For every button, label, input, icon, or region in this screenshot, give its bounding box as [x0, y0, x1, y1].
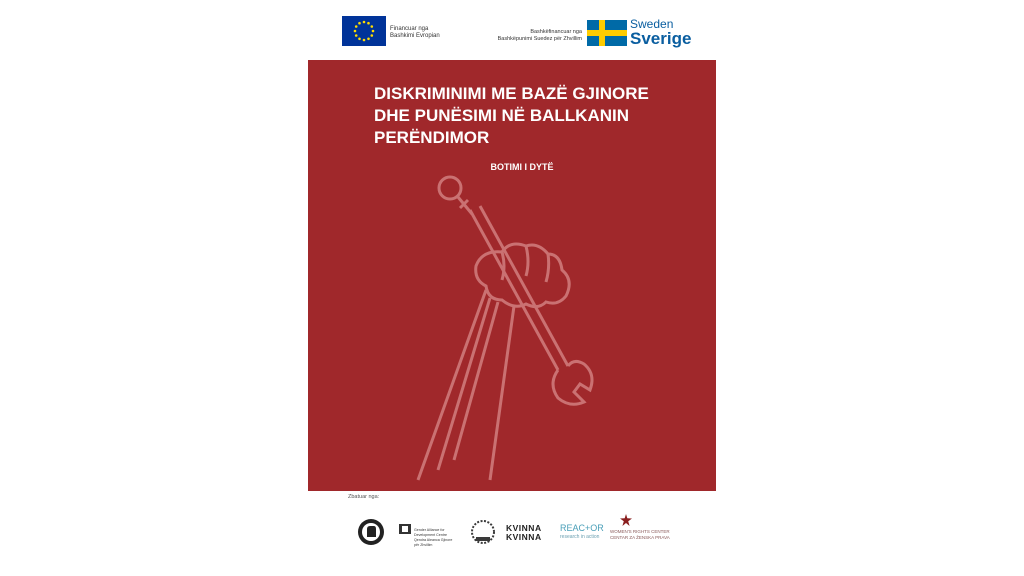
sweden-funding-caption — [496, 29, 582, 43]
kvinna-line2: KVINNA — [506, 532, 542, 542]
fist-circle-partner-logo — [356, 517, 386, 547]
wreath-partner-logo — [470, 519, 496, 545]
sverige-wordmark: Sverige — [630, 29, 692, 48]
se-caption-line1: Bashkëfinancuar nga — [530, 29, 582, 35]
gadc-line1: Gender Alliance for Development Centre — [414, 528, 447, 537]
wrc-line1: WOMEN'S RIGHTS CENTER — [610, 529, 670, 534]
eu-funding-caption — [390, 26, 470, 40]
kvinna-till-kvinna-logo — [506, 524, 542, 542]
womens-rights-center-logo — [610, 529, 670, 541]
cover-title: DISKRIMINIMI ME BAZË GJINORE DHE PUNËSIMI NË BALLKANIN PERËNDIMOR — [374, 84, 649, 147]
gadc-partner-logo — [398, 523, 412, 535]
fist-wrench-illustration — [398, 170, 628, 490]
eu-stars-icon — [342, 16, 386, 46]
reactor-tagline: research in action — [560, 534, 600, 540]
sweden-flag-logo — [587, 20, 627, 46]
implemented-by-label: Zbatuar nga: — [348, 494, 380, 500]
wrc-star-icon — [620, 514, 632, 526]
eu-flag-logo — [342, 16, 386, 46]
se-caption-line2: Bashkëpunimi Suedez për Zhvillim — [497, 36, 582, 42]
reactor-name: REAC+OR — [560, 523, 604, 533]
report-cover — [308, 60, 716, 491]
gadc-partner-text — [414, 528, 456, 548]
sweden-wordmark-small: Sweden — [630, 17, 674, 31]
eu-caption-line2: Bashkimi Evropian — [390, 33, 440, 39]
gadc-line2: Qendra Aleanca Gjinore për Zhvillim — [414, 538, 453, 547]
wrc-line2: CENTAR ZA ŽENSKA PRAVA — [610, 535, 670, 540]
eu-caption-line1: Financuar nga — [390, 26, 429, 32]
cover-subtitle: BOTIMI I DYTË — [490, 162, 554, 172]
reactor-logo — [560, 524, 604, 542]
kvinna-line1: KVINNA — [506, 523, 542, 533]
